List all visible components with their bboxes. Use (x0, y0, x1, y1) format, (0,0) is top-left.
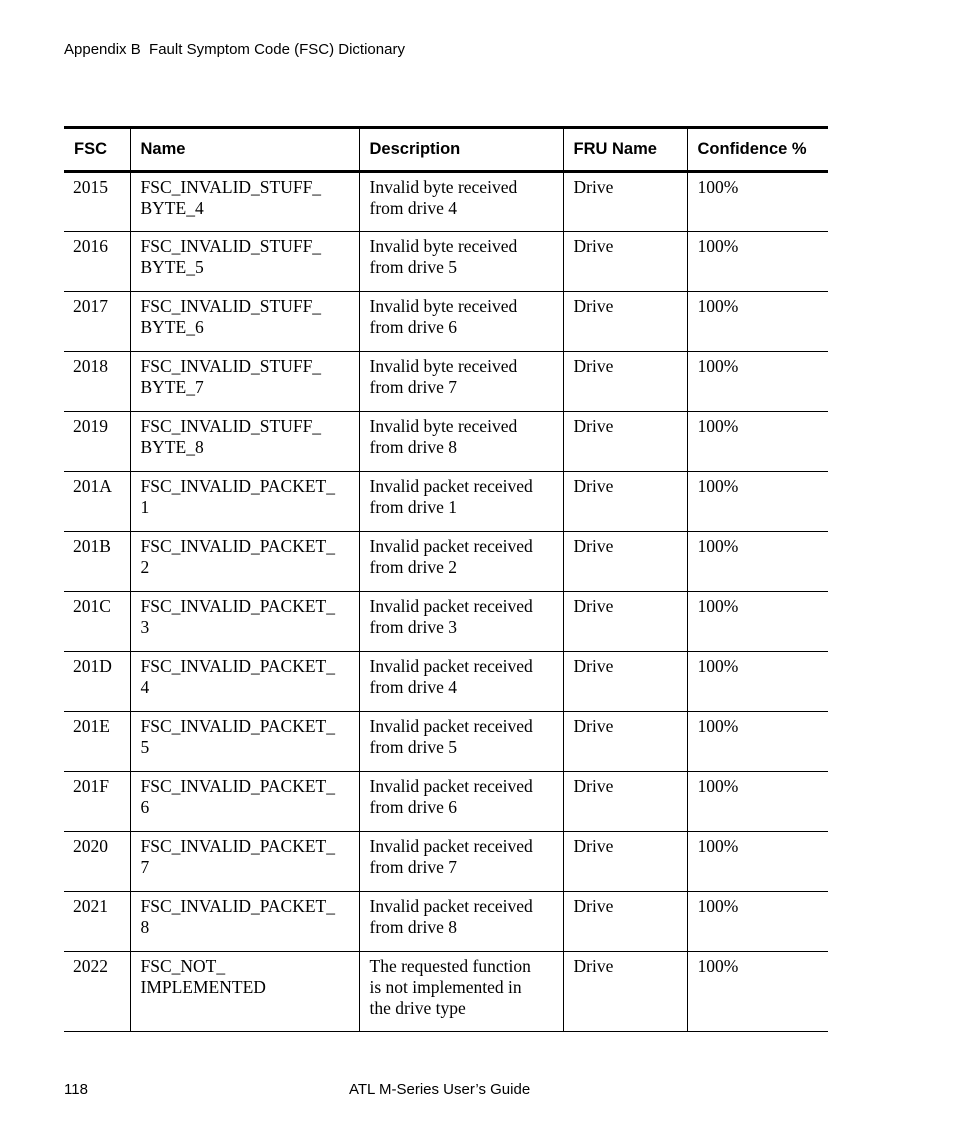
cell-description-line: Invalid byte received (369, 177, 518, 197)
book-title: ATL M-Series User’s Guide (349, 1081, 531, 1098)
cell-name (130, 712, 359, 772)
cell-name-line: 4 (140, 677, 150, 697)
table-row (64, 832, 828, 892)
running-head: Appendix B Fault Symptom Code (FSC) Dictionary (64, 41, 405, 58)
cell-description-line: Invalid packet received (369, 656, 533, 676)
cell-fru-name: Drive (563, 892, 687, 952)
cell-description-line: Invalid packet received (369, 896, 533, 916)
cell-description-line: Invalid packet received (369, 776, 533, 796)
table-row (64, 772, 828, 832)
cell-description-line: Invalid packet received (369, 536, 533, 556)
cell-name-line: 8 (140, 917, 150, 937)
cell-fru-name: Drive (563, 232, 687, 292)
cell-description-line: from drive 8 (369, 437, 457, 457)
table-row (64, 232, 828, 292)
table-row (64, 592, 828, 652)
cell-confidence: 100% (687, 892, 828, 952)
page-number: 118 (64, 1081, 88, 1098)
cell-name-line: 6 (140, 797, 150, 817)
cell-description-line: Invalid byte received (369, 236, 518, 256)
cell-description-line: Invalid byte received (369, 296, 518, 316)
cell-confidence: 100% (687, 532, 828, 592)
cell-description (359, 712, 563, 772)
cell-name-line: FSC_INVALID_PACKET_ (140, 536, 335, 556)
cell-confidence: 100% (687, 292, 828, 352)
cell-description-line: from drive 7 (369, 377, 457, 397)
cell-description-line: from drive 6 (369, 797, 457, 817)
table-row (64, 352, 828, 412)
cell-fru-name: Drive (563, 772, 687, 832)
column-header-description: Description (359, 128, 563, 172)
cell-fsc: 201E (73, 716, 110, 736)
cell-name-line: FSC_INVALID_PACKET_ (140, 716, 335, 736)
cell-confidence: 100% (687, 772, 828, 832)
cell-fsc: 2020 (73, 836, 108, 856)
table-row (64, 712, 828, 772)
cell-fsc: 2018 (73, 356, 108, 376)
cell-name-line: FSC_INVALID_STUFF_ (140, 177, 322, 197)
cell-description-line: from drive 3 (369, 617, 457, 637)
cell-name-line: FSC_NOT_ (140, 956, 226, 976)
cell-fsc: 201C (73, 596, 111, 616)
cell-description-line: from drive 6 (369, 317, 457, 337)
cell-confidence: 100% (687, 472, 828, 532)
cell-description-line: Invalid byte received (369, 416, 518, 436)
cell-confidence: 100% (687, 172, 828, 232)
table-row (64, 652, 828, 712)
cell-description-line: from drive 5 (369, 257, 457, 277)
column-header-name: Name (130, 128, 359, 172)
cell-name-line: BYTE_5 (140, 257, 204, 277)
cell-description (359, 952, 563, 1032)
cell-name-line: FSC_INVALID_PACKET_ (140, 896, 335, 916)
cell-description (359, 412, 563, 472)
cell-description-line: from drive 8 (369, 917, 457, 937)
table-row (64, 532, 828, 592)
table-row (64, 412, 828, 472)
table-row (64, 472, 828, 532)
cell-confidence: 100% (687, 712, 828, 772)
cell-name-line: 1 (140, 497, 150, 517)
cell-description (359, 892, 563, 952)
cell-fsc: 2015 (73, 177, 108, 197)
cell-name-line: FSC_INVALID_PACKET_ (140, 776, 335, 796)
cell-description-line: Invalid packet received (369, 596, 533, 616)
cell-fsc: 2016 (73, 236, 108, 256)
cell-name-line: FSC_INVALID_STUFF_ (140, 416, 322, 436)
cell-name-line: FSC_INVALID_PACKET_ (140, 596, 335, 616)
cell-fsc: 201F (73, 776, 109, 796)
cell-name (130, 832, 359, 892)
cell-name-line: FSC_INVALID_STUFF_ (140, 236, 322, 256)
table-header-row (64, 128, 828, 172)
cell-name (130, 952, 359, 1032)
cell-fsc: 2019 (73, 416, 108, 436)
table-row (64, 952, 828, 1032)
cell-description-line: from drive 4 (369, 198, 457, 218)
cell-description-line: Invalid byte received (369, 356, 518, 376)
cell-description (359, 292, 563, 352)
cell-confidence: 100% (687, 592, 828, 652)
cell-description-line: is not implemented in (369, 977, 522, 997)
cell-description-line: the drive type (369, 998, 466, 1018)
cell-description-line: from drive 4 (369, 677, 457, 697)
cell-description-line: Invalid packet received (369, 836, 533, 856)
cell-name-line: FSC_INVALID_STUFF_ (140, 356, 322, 376)
cell-fsc: 201A (73, 476, 112, 496)
cell-name-line: 2 (140, 557, 150, 577)
table-body (64, 172, 828, 1032)
cell-fsc: 201B (73, 536, 111, 556)
cell-name-line: 3 (140, 617, 150, 637)
cell-fru-name: Drive (563, 652, 687, 712)
cell-fru-name: Drive (563, 412, 687, 472)
cell-description (359, 832, 563, 892)
cell-description-line: from drive 5 (369, 737, 457, 757)
cell-fru-name: Drive (563, 952, 687, 1032)
cell-name-line: FSC_INVALID_PACKET_ (140, 476, 335, 496)
cell-name (130, 652, 359, 712)
cell-confidence: 100% (687, 412, 828, 472)
cell-name (130, 232, 359, 292)
cell-name (130, 412, 359, 472)
cell-fru-name: Drive (563, 712, 687, 772)
cell-confidence: 100% (687, 652, 828, 712)
cell-name-line: 7 (140, 857, 150, 877)
cell-description (359, 172, 563, 232)
cell-description-line: Invalid packet received (369, 716, 533, 736)
cell-name-line: FSC_INVALID_PACKET_ (140, 836, 335, 856)
cell-description-line: from drive 2 (369, 557, 457, 577)
column-header-confidence: Confidence % (687, 128, 828, 172)
cell-fru-name: Drive (563, 352, 687, 412)
cell-name-line: IMPLEMENTED (140, 977, 266, 997)
column-header-fsc: FSC (74, 140, 107, 158)
cell-confidence: 100% (687, 832, 828, 892)
cell-name-line: FSC_INVALID_PACKET_ (140, 656, 335, 676)
cell-name (130, 892, 359, 952)
cell-confidence: 100% (687, 352, 828, 412)
cell-fsc: 2017 (73, 296, 108, 316)
cell-name-line: 5 (140, 737, 150, 757)
table-row (64, 892, 828, 952)
cell-description (359, 232, 563, 292)
cell-name-line: BYTE_8 (140, 437, 204, 457)
cell-fru-name: Drive (563, 472, 687, 532)
cell-name-line: BYTE_6 (140, 317, 204, 337)
cell-name (130, 532, 359, 592)
cell-name-line: BYTE_7 (140, 377, 204, 397)
cell-description (359, 592, 563, 652)
cell-name (130, 292, 359, 352)
cell-description-line: from drive 1 (369, 497, 457, 517)
cell-fsc: 2022 (73, 956, 108, 976)
cell-fru-name: Drive (563, 172, 687, 232)
cell-description-line: from drive 7 (369, 857, 457, 877)
cell-fru-name: Drive (563, 532, 687, 592)
cell-fru-name: Drive (563, 292, 687, 352)
cell-fru-name: Drive (563, 832, 687, 892)
fsc-dictionary-table (64, 126, 828, 1032)
cell-description (359, 652, 563, 712)
cell-description-line: The requested function (369, 956, 531, 976)
cell-fru-name: Drive (563, 592, 687, 652)
cell-description (359, 352, 563, 412)
table-row (64, 172, 828, 232)
cell-name (130, 772, 359, 832)
table-row (64, 292, 828, 352)
cell-name-line: FSC_INVALID_STUFF_ (140, 296, 322, 316)
cell-name (130, 172, 359, 232)
cell-description (359, 772, 563, 832)
cell-confidence: 100% (687, 952, 828, 1032)
cell-name-line: BYTE_4 (140, 198, 204, 218)
cell-fsc: 2021 (73, 896, 108, 916)
cell-name (130, 352, 359, 412)
cell-name (130, 472, 359, 532)
cell-confidence: 100% (687, 232, 828, 292)
cell-description-line: Invalid packet received (369, 476, 533, 496)
cell-fsc: 201D (73, 656, 112, 676)
cell-description (359, 532, 563, 592)
column-header-fru-name: FRU Name (563, 128, 687, 172)
cell-name (130, 592, 359, 652)
cell-description (359, 472, 563, 532)
